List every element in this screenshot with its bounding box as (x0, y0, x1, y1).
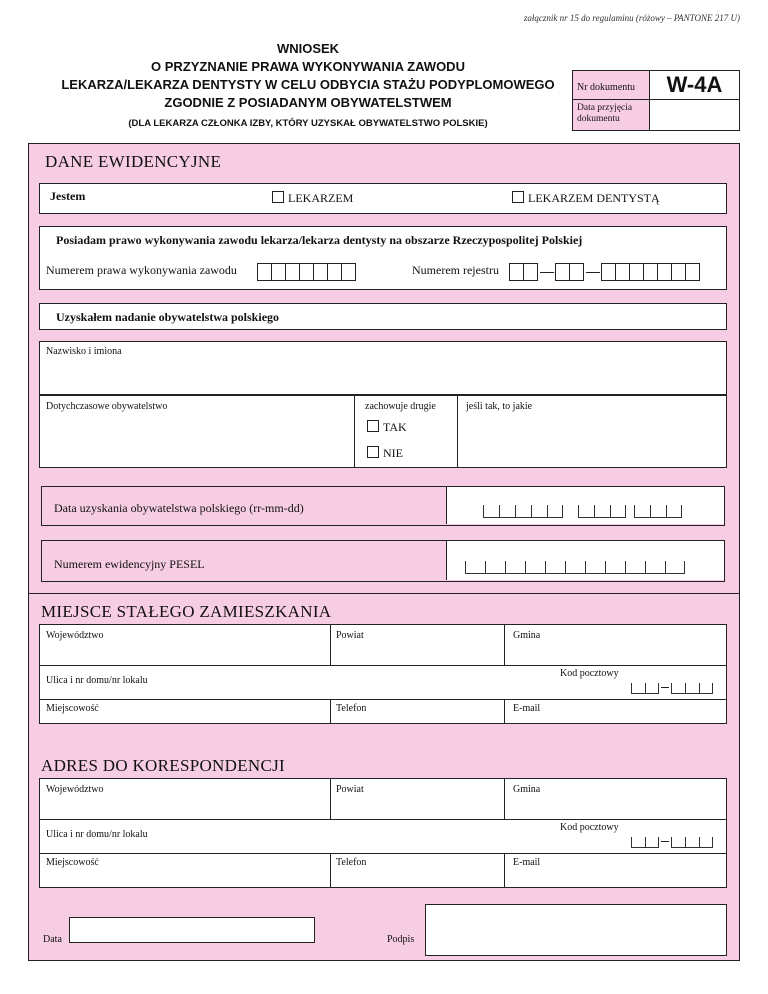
title-line-4: ZGODNIE Z POSIADANYM OBYWATELSTWEM (164, 95, 452, 110)
signature-field[interactable] (425, 904, 727, 956)
dentysta-checkbox[interactable] (512, 191, 524, 203)
option-lekarz[interactable] (272, 191, 353, 206)
form-subtitle: (DLA LEKARZA CZŁONKA IZBY, KTÓRY UZYSKAŁ OBYWATELSTWO POLSKIE) (128, 118, 488, 129)
form-body (28, 143, 740, 961)
date-field[interactable] (69, 917, 315, 943)
cor-voivodeship-label: Województwo (46, 784, 104, 795)
annotation: załącznik nr 15 do regulaminu (różowy – PANTONE 217 U) (523, 13, 740, 23)
citizenship-date-input[interactable] (446, 487, 724, 524)
cor-city-label: Miejscowość (46, 857, 99, 868)
res-city-field[interactable] (40, 699, 331, 723)
res-street-field[interactable] (40, 665, 726, 700)
correspondence-grid (39, 778, 727, 888)
res-email-label: E-mail (513, 703, 541, 714)
res-email-field[interactable] (505, 699, 726, 723)
cor-commune-field[interactable] (505, 779, 726, 820)
cor-phone-field[interactable] (330, 853, 505, 887)
res-phone-field[interactable] (330, 699, 505, 723)
res-street-label: Ulica i nr domu/nr lokalu (46, 675, 148, 686)
option-dentysta[interactable] (512, 191, 660, 206)
cor-county-field[interactable] (330, 779, 505, 820)
cor-commune-label: Gmina (513, 784, 541, 795)
if-yes-label: jeśli tak, to jakie (466, 401, 533, 412)
res-voivodeship-label: Województwo (46, 630, 104, 641)
title-line-2: O PRZYZNANIE PRAWA WYKONYWANIA ZAWODU (151, 59, 465, 74)
pesel-label: Numerem ewidencyjny PESEL (54, 557, 205, 571)
dentysta-label: LEKARZEM DENTYSTĄ (528, 191, 660, 205)
title-line-1: WNIOSEK (276, 41, 340, 56)
previous-citizenship-row (39, 395, 727, 468)
right-to-practice-text: Posiadam prawo wykonywania zawodu lekarza/lekarza dentysty na obszarze Rzeczypospolitej Polskiej (56, 233, 583, 247)
name-label: Nazwisko i imiona (46, 346, 122, 357)
cor-email-field[interactable] (505, 853, 726, 887)
register-number-label: Numerem rejestru (412, 263, 499, 277)
cor-phone-label: Telefon (336, 857, 367, 868)
cor-street-label: Ulica i nr domu/nr lokalu (46, 829, 148, 840)
res-commune-label: Gmina (513, 630, 541, 641)
citizenship-header: Uzyskałem nadanie obywatelstwa polskiego (56, 310, 280, 324)
license-number-boxes[interactable] (258, 263, 356, 281)
received-date-field[interactable] (650, 100, 739, 130)
dane-section-title: DANE EWIDENCYJNE (45, 152, 222, 171)
name-field[interactable] (39, 341, 727, 395)
previous-citizenship-label: Dotychczasowe obywatelstwo (46, 401, 168, 412)
section-divider (29, 593, 739, 594)
residence-grid (39, 624, 727, 724)
jestem-label: Jestem (50, 189, 86, 203)
right-to-practice-box (39, 226, 727, 290)
cor-email-label: E-mail (513, 857, 541, 868)
residence-section-title: MIEJSCE STAŁEGO ZAMIESZKANIA (41, 602, 332, 621)
cor-county-label: Powiat (336, 784, 364, 795)
cor-postal-label: Kod pocztowy (560, 822, 619, 833)
title-line-3: LEKARZA/LEKARZA DENTYSTY W CELU ODBYCIA STAŻU PODYPLOMOWEGO (61, 77, 555, 92)
pesel-input[interactable] (446, 541, 724, 580)
res-phone-label: Telefon (336, 703, 367, 714)
keeps-second-label: zachowuje drugie (365, 401, 436, 412)
res-postal-label: Kod pocztowy (560, 668, 619, 679)
cor-postal-ticks[interactable] (631, 837, 713, 848)
cor-city-field[interactable] (40, 853, 331, 887)
option-tak[interactable] (367, 420, 407, 435)
license-number-label: Numerem prawa wykonywania zawodu (46, 263, 237, 277)
pesel-row (41, 540, 725, 582)
citizenship-header-box (39, 303, 727, 330)
lekarz-label: LEKARZEM (288, 191, 354, 205)
keeps-second-cell (354, 396, 458, 468)
jestem-row (39, 183, 727, 214)
doc-code: W-4A (650, 71, 739, 100)
citizenship-date-row (41, 486, 725, 526)
register-number-boxes[interactable] (510, 263, 700, 281)
option-nie[interactable] (367, 446, 403, 461)
res-voivodeship-field[interactable] (40, 625, 331, 666)
signature-label: Podpis (387, 934, 415, 945)
form-title (30, 40, 586, 129)
nie-checkbox[interactable] (367, 446, 379, 458)
lekarz-checkbox[interactable] (272, 191, 284, 203)
citizenship-date-label: Data uzyskania obywatelstwa polskiego (rr-mm-dd) (54, 501, 304, 515)
tak-checkbox[interactable] (367, 420, 379, 432)
res-city-label: Miejscowość (46, 703, 99, 714)
document-box (572, 70, 740, 131)
date-label: Data (43, 934, 62, 945)
res-commune-field[interactable] (505, 625, 726, 666)
received-date-label: Data przyjęcia dokumentu (573, 100, 650, 130)
cor-street-field[interactable] (40, 819, 726, 854)
correspondence-section-title: ADRES DO KORESPONDENCJI (41, 756, 285, 775)
tak-label: TAK (383, 420, 407, 434)
res-county-field[interactable] (330, 625, 505, 666)
res-postal-ticks[interactable] (631, 683, 713, 694)
doc-number-label: Nr dokumentu (573, 71, 650, 100)
cor-voivodeship-field[interactable] (40, 779, 331, 820)
res-county-label: Powiat (336, 630, 364, 641)
nie-label: NIE (383, 446, 403, 460)
